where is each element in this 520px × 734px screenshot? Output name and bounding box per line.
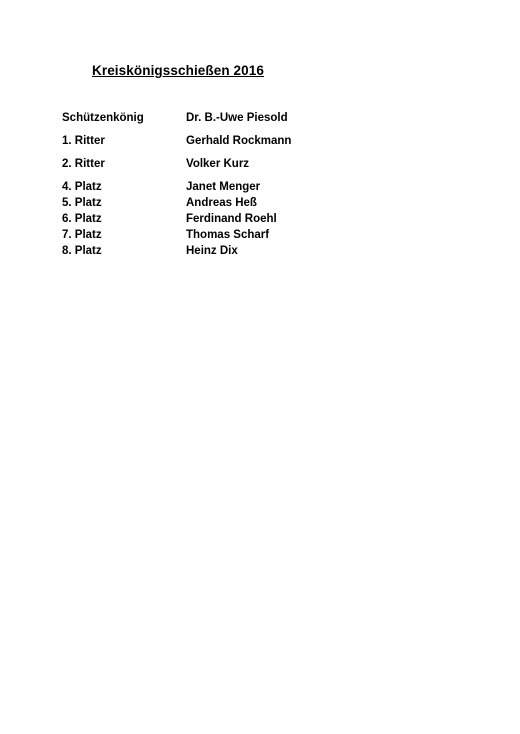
result-name: Gerhald Rockmann: [186, 135, 292, 147]
result-rank: Schützenkönig: [62, 112, 144, 124]
result-row: [62, 227, 291, 243]
result-row: [62, 179, 291, 195]
result-rank: 6. Platz: [62, 213, 102, 225]
result-name: Ferdinand Roehl: [186, 213, 277, 225]
result-row: [62, 110, 291, 126]
result-rank: 4. Platz: [62, 181, 102, 193]
result-name: Heinz Dix: [186, 245, 238, 257]
result-row: [62, 195, 291, 211]
result-name: Dr. B.-Uwe Piesold: [186, 112, 288, 124]
result-name: Volker Kurz: [186, 158, 250, 170]
result-row: [62, 133, 291, 149]
result-row: [62, 243, 291, 259]
result-rank: 8. Platz: [62, 245, 102, 257]
result-row: [62, 156, 291, 172]
page-title: Kreiskönigsschießen 2016: [92, 63, 264, 78]
result-name: Thomas Scharf: [186, 229, 270, 241]
result-rank: 1. Ritter: [62, 135, 105, 147]
result-rank: 5. Platz: [62, 197, 102, 209]
result-row: [62, 211, 291, 227]
result-name: Andreas Heß: [186, 197, 257, 209]
result-name: Janet Menger: [186, 181, 261, 193]
result-rank: 7. Platz: [62, 229, 102, 241]
results-list: [62, 110, 291, 259]
result-rank: 2. Ritter: [62, 158, 105, 170]
